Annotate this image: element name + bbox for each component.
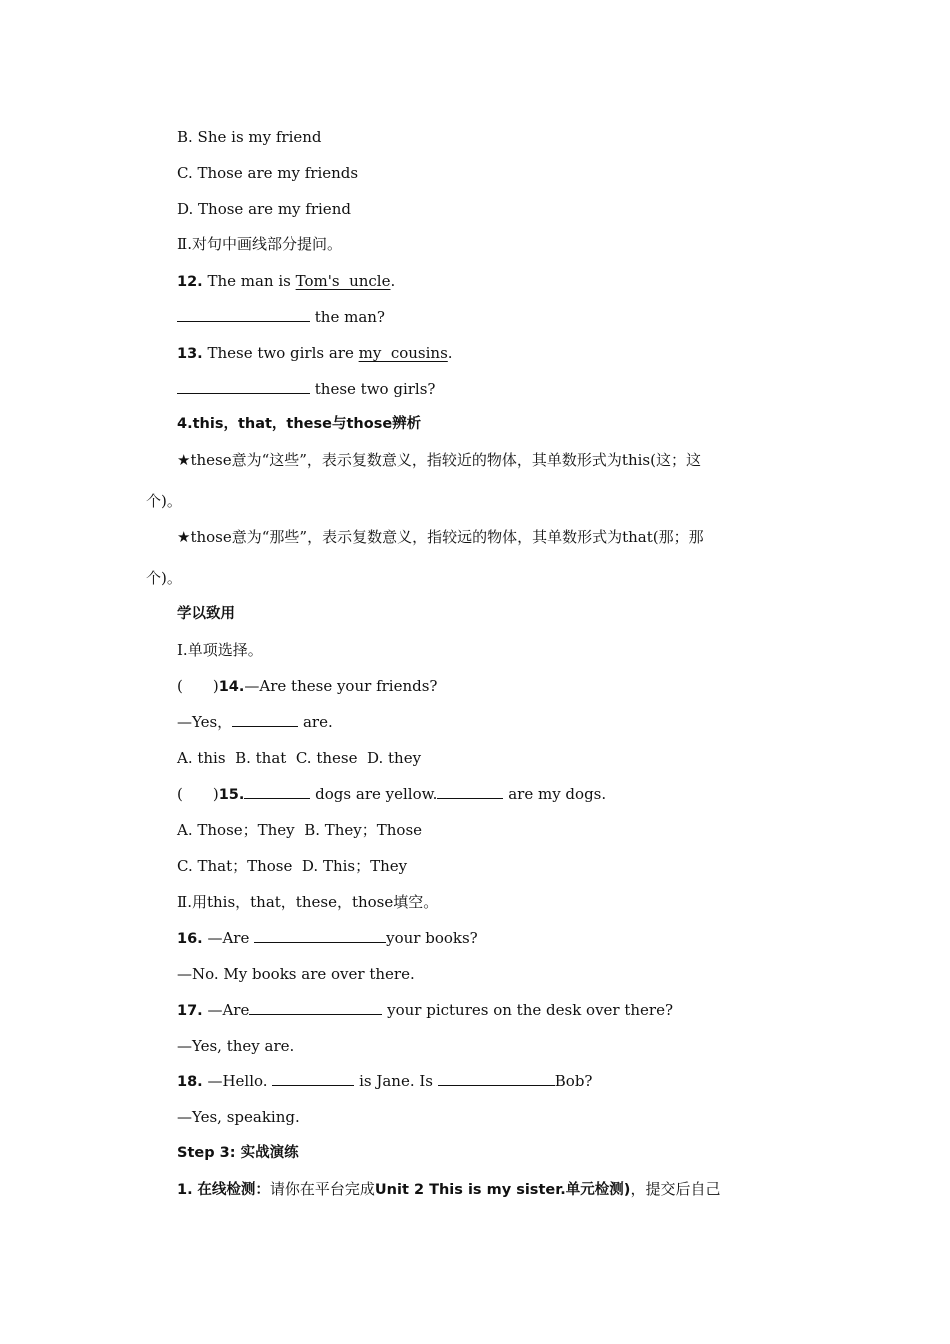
question-text: —Are	[202, 929, 255, 947]
option-b: B. She is my friend	[177, 128, 322, 146]
paragraph-those-line1: ★those意为“那些”，表示复数意义，指较远的物体，其单数形式为that(那；那	[177, 528, 704, 546]
question-number: 17.	[177, 1003, 203, 1019]
question-13	[177, 343, 453, 364]
answer-blank[interactable]	[254, 928, 386, 943]
question-text: —Hello.	[202, 1072, 273, 1090]
question-15-options-ab: A. Those；They B. They；Those	[177, 821, 423, 839]
answer-blank[interactable]	[437, 784, 503, 799]
question-number: 16.	[177, 931, 203, 947]
question-text: .	[390, 272, 396, 290]
question-17	[177, 1000, 673, 1021]
answer-blank[interactable]	[232, 712, 298, 727]
question-text: .	[447, 344, 453, 362]
answer-blank[interactable]	[244, 784, 310, 799]
question-text: is Jane. Is	[354, 1072, 438, 1090]
question-16	[177, 928, 478, 949]
answer-paren[interactable]: ( )	[177, 785, 219, 803]
question-number: 18.	[177, 1074, 203, 1090]
question-text: —Are	[202, 1001, 250, 1019]
question-14-options: A. this B. that C. these D. they	[177, 749, 422, 767]
item-number: 1.	[177, 1182, 193, 1198]
online-test-line	[177, 1179, 720, 1200]
step-3-heading: Step 3: 实战演练	[177, 1145, 299, 1161]
question-number: 15.	[218, 787, 245, 803]
answer-blank[interactable]	[438, 1071, 555, 1086]
paragraph-those-line2: 个)。	[146, 569, 182, 587]
section-heading-fill: Ⅱ.用this，that，these，those填空。	[177, 893, 439, 911]
question-text: your pictures on the desk over there?	[382, 1001, 674, 1019]
question-text: The man is	[202, 272, 296, 290]
answer-paren[interactable]: ( )	[177, 677, 219, 695]
option-c: C. Those are my friends	[177, 164, 359, 182]
question-text: dogs are yellow.	[310, 785, 438, 803]
online-test-text: 请你在平台完成	[269, 1180, 375, 1198]
answer-text: —Yes，	[177, 713, 233, 731]
question-text: are my dogs.	[503, 785, 607, 803]
underlined-phrase: my cousins	[358, 344, 448, 362]
question-14-answer	[177, 712, 333, 732]
answer-blank[interactable]	[177, 307, 310, 322]
underlined-phrase: Tom's uncle	[295, 272, 391, 290]
online-test-end: ，提交后自己	[630, 1180, 721, 1198]
question-15	[177, 784, 606, 805]
question-number: 12.	[177, 274, 203, 290]
question-12	[177, 271, 395, 292]
section-heading-practice: 学以致用	[177, 606, 235, 622]
section-heading-ii: Ⅱ.对句中画线部分提问。	[177, 235, 342, 253]
question-text: Bob?	[554, 1072, 593, 1090]
question-18-answer: —Yes, speaking.	[177, 1108, 300, 1126]
unit-title: Unit 2 This is my sister.单元检测)	[374, 1182, 631, 1198]
answer-blank[interactable]	[177, 379, 310, 394]
answer-text: the man?	[310, 308, 385, 326]
question-number: 13.	[177, 346, 203, 362]
question-text: your books?	[386, 929, 478, 947]
question-16-answer: —No. My books are over there.	[177, 965, 415, 983]
paragraph-these-line2: 个)。	[146, 492, 182, 510]
question-number: 14.	[218, 679, 245, 695]
answer-line-12	[177, 307, 385, 327]
answer-blank[interactable]	[272, 1071, 354, 1086]
question-text: These two girls are	[202, 344, 359, 362]
online-test-label: 在线检测：	[197, 1182, 270, 1198]
answer-blank[interactable]	[249, 1000, 382, 1015]
question-18	[177, 1071, 592, 1092]
answer-text: these two girls?	[310, 380, 436, 398]
question-text: —Are these your friends?	[244, 677, 438, 695]
question-15-options-cd: C. That；Those D. This；They	[177, 857, 408, 875]
question-17-answer: —Yes, they are.	[177, 1037, 295, 1055]
paragraph-these-line1: ★these意为“这些”，表示复数意义，指较近的物体，其单数形式为this(这；这	[177, 451, 701, 469]
answer-line-13	[177, 379, 435, 399]
question-14	[177, 676, 437, 697]
answer-text: are.	[298, 713, 333, 731]
option-d: D. Those are my friend	[177, 200, 351, 218]
section-heading-4: 4.this，that，these与those辨析	[177, 416, 422, 432]
section-heading-i: Ⅰ.单项选择。	[177, 641, 263, 659]
